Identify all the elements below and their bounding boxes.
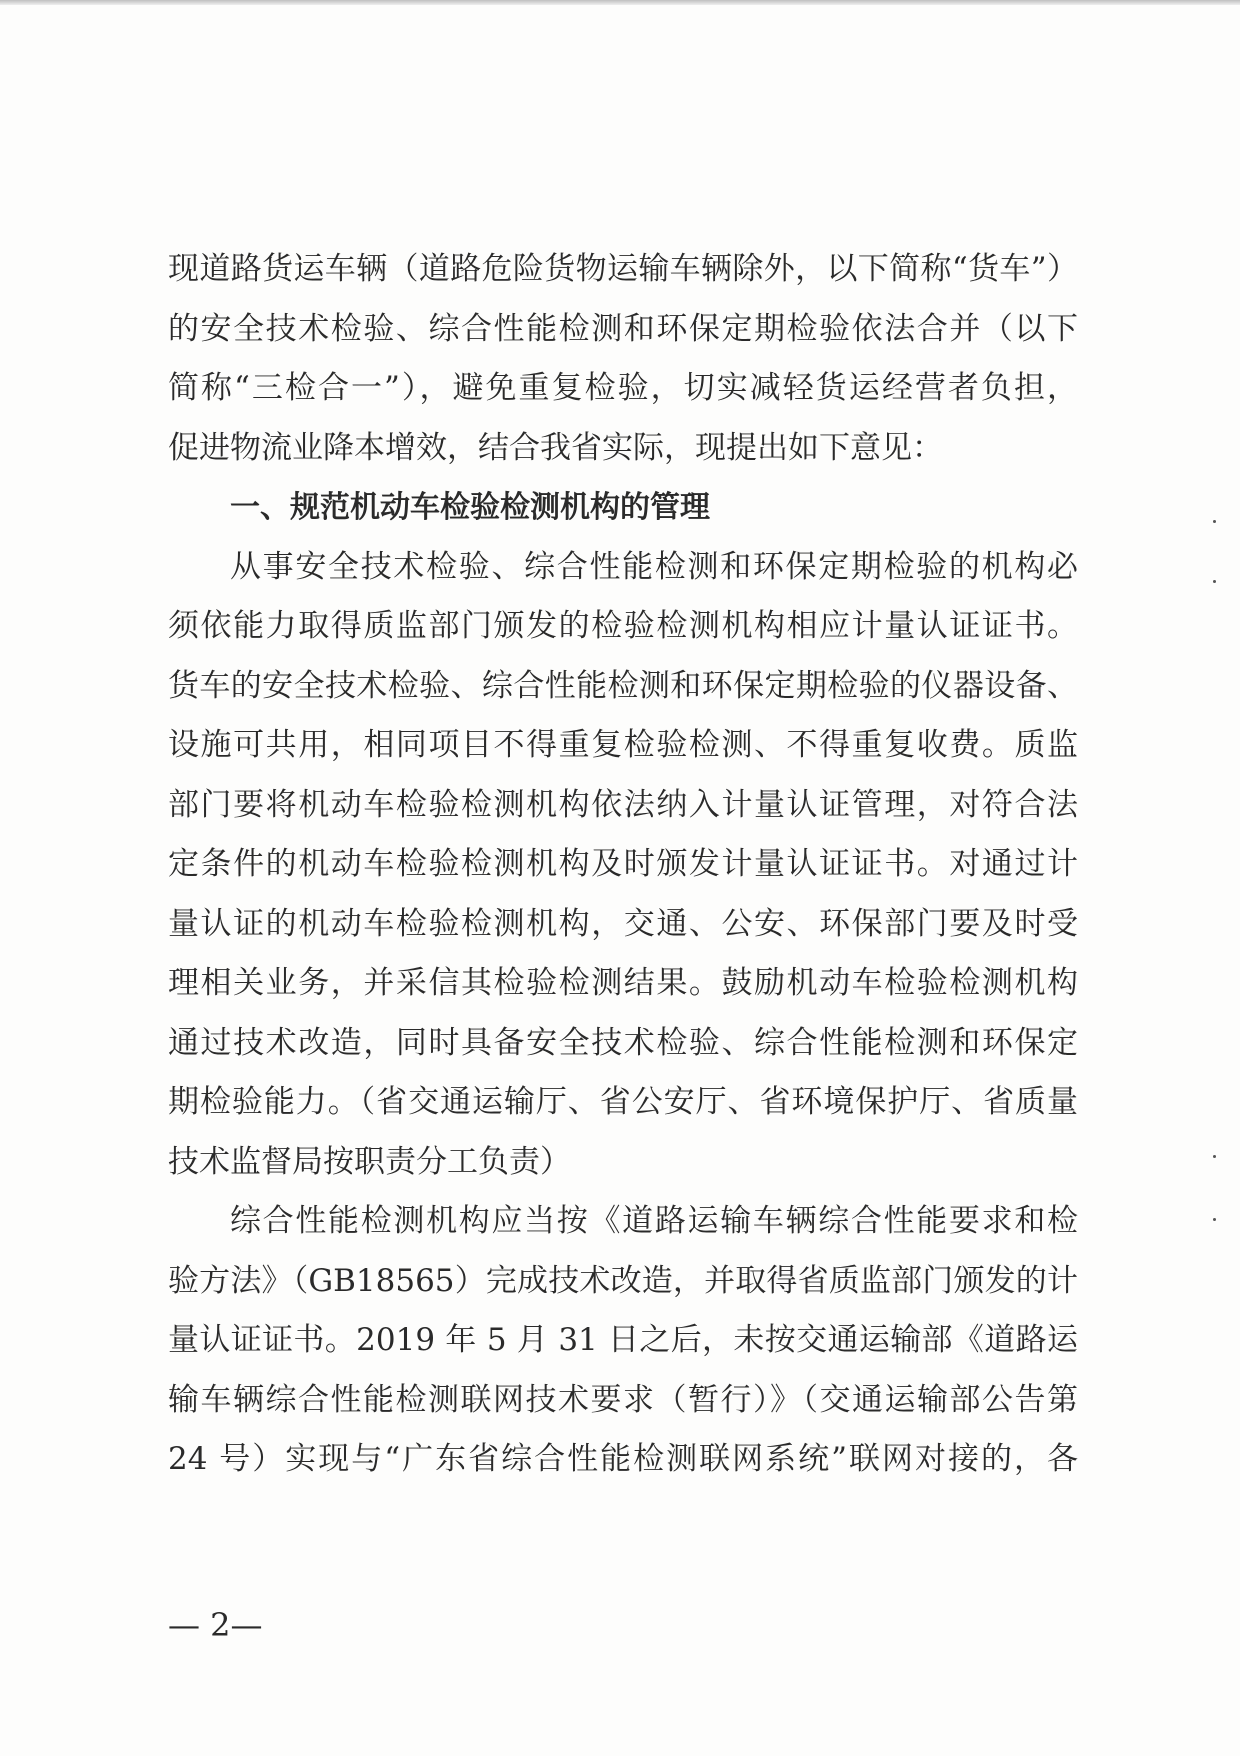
paragraph2-line-5: 24 号）实现与“广东省综合性能检测联网系统”联网对接的，各 xyxy=(168,1441,1078,1477)
paragraph1-line-5: 部门要将机动车检验检测机构依法纳入计量认证管理，对符合法 xyxy=(168,786,1078,823)
paragraph1-line-1: 从事安全技术检验、综合性能检测和环保定期检验的机构必 xyxy=(230,548,1078,585)
intro-line-4: 促进物流业降本增效，结合我省实际，现提出如下意见： xyxy=(168,429,943,466)
scan-speck xyxy=(1213,520,1216,523)
paragraph1-line-4: 设施可共用，相同项目不得重复检验检测、不得重复收费。质监 xyxy=(168,727,1078,763)
paragraph1-line-2: 须依能力取得质监部门颁发的检验检测机构相应计量认证证书。 xyxy=(168,608,1078,644)
intro-line-3: 简称“三检合一”），避免重复检验，切实减轻货运经营者负担， xyxy=(168,370,1078,406)
paragraph1-line-7: 量认证的机动车检验检测机构，交通、公安、环保部门要及时受 xyxy=(168,905,1078,942)
paragraph2-line-2: 验方法》（GB18565）完成技术改造，并取得省质监部门颁发的计 xyxy=(168,1262,1078,1299)
intro-line-1: 现道路货运车辆（道路危险货物运输车辆除外，以下简称“货车”） xyxy=(168,251,1078,287)
scan-speck xyxy=(1213,1155,1216,1158)
paragraph1-line-9: 通过技术改造，同时具备安全技术检验、综合性能检测和环保定 xyxy=(168,1024,1078,1061)
paragraph2-line-4: 输车辆综合性能检测联网技术要求（暂行）》（交通运输部公告第 xyxy=(168,1381,1078,1418)
paragraph1-line-3: 货车的安全技术检验、综合性能检测和环保定期检验的仪器设备、 xyxy=(168,667,1078,704)
paragraph1-line-8: 理相关业务，并采信其检验检测结果。鼓励机动车检验检测机构 xyxy=(168,965,1078,1001)
paragraph1-line-11: 技术监督局按职责分工负责） xyxy=(168,1143,571,1180)
paragraph2-line-3: 量认证证书。2019 年 5 月 31 日之后，未按交通运输部《道路运 xyxy=(168,1322,1078,1358)
document-body xyxy=(168,240,1078,1490)
page-number: — 2— xyxy=(168,1606,263,1644)
scan-speck xyxy=(1213,580,1216,583)
paragraph2-line-1: 综合性能检测机构应当按《道路运输车辆综合性能要求和检 xyxy=(230,1203,1078,1239)
section-heading: 一、规范机动车检验检测机构的管理 xyxy=(230,490,710,525)
paragraph1-line-10: 期检验能力。（省交通运输厅、省公安厅、省环境保护厅、省质量 xyxy=(168,1084,1078,1120)
paragraph1-line-6: 定条件的机动车检验检测机构及时颁发计量认证证书。对通过计 xyxy=(168,846,1078,882)
scan-top-edge xyxy=(0,0,1240,5)
scan-speck xyxy=(1213,1218,1216,1221)
intro-line-2: 的安全技术检验、综合性能检测和环保定期检验依法合并（以下 xyxy=(168,310,1078,347)
